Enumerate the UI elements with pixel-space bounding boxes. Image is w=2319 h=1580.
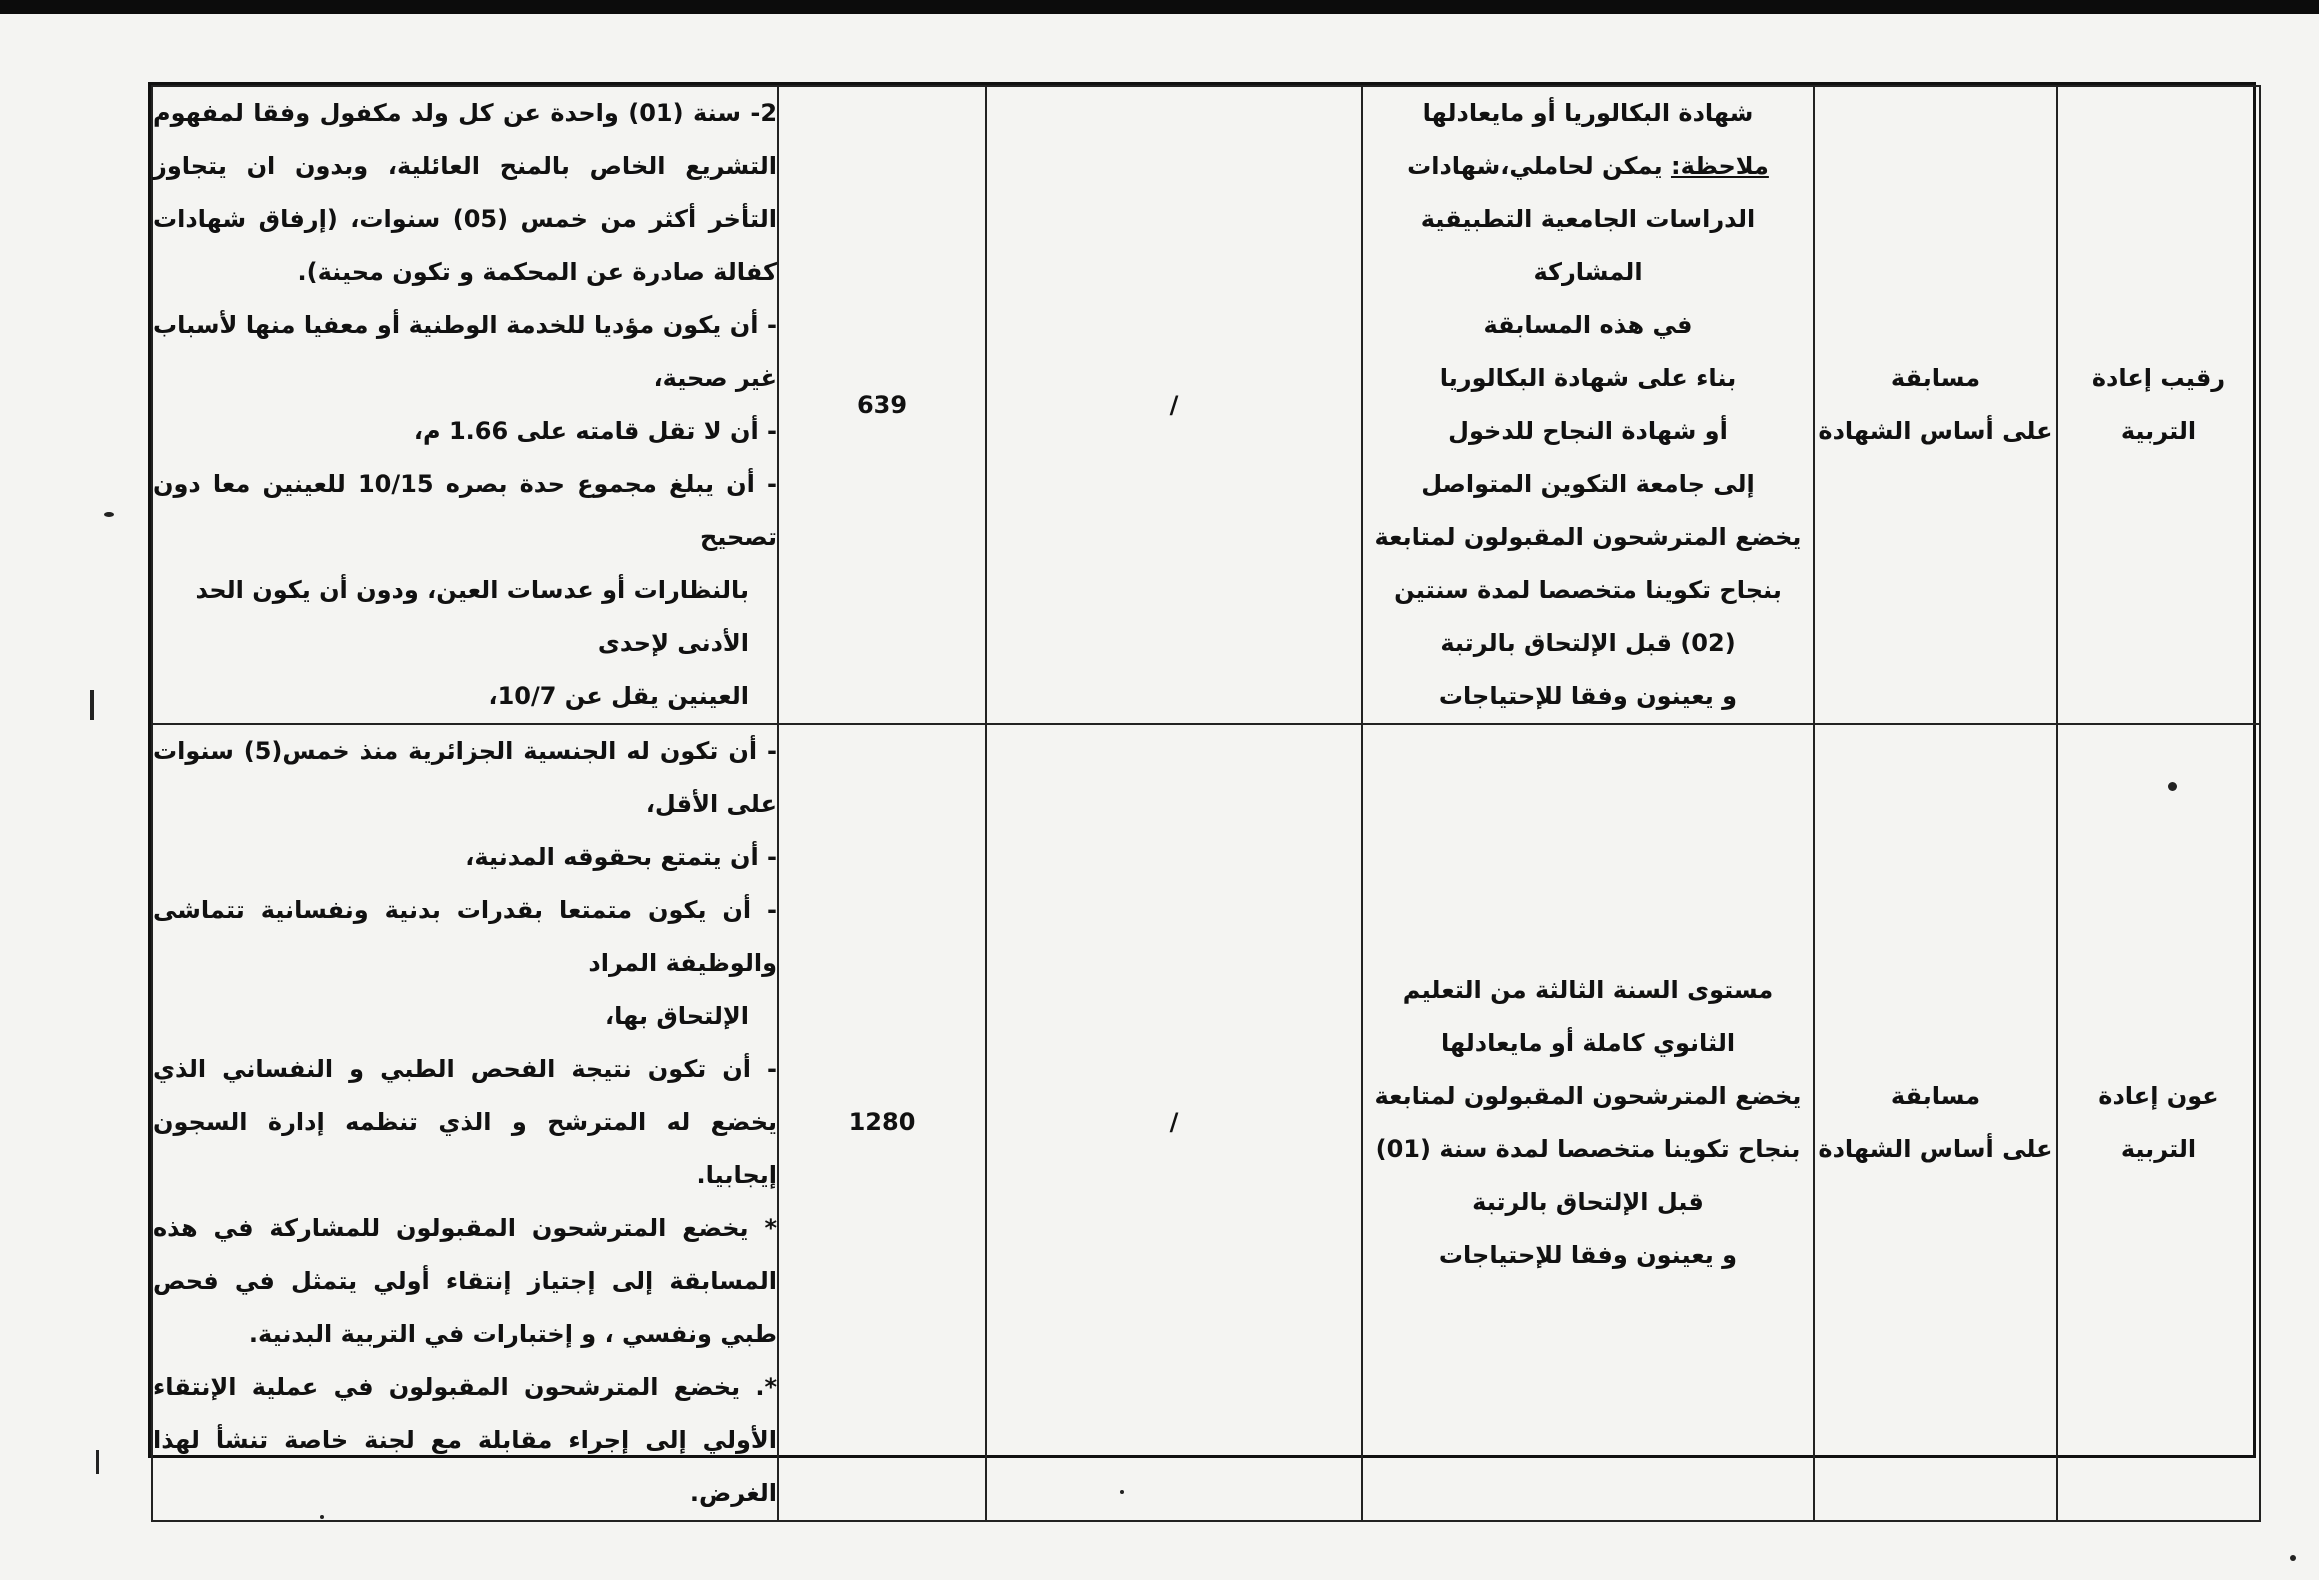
scan-top-edge [0, 0, 2319, 14]
condition-text: - أن يتمتع بحقوقه المدنية، [465, 843, 777, 871]
mode-line: على أساس الشهادة [1818, 1134, 2053, 1163]
condition-text: العينين يقل عن 10/7، [488, 682, 749, 710]
scan-mark [104, 512, 114, 517]
post-title: رقيب إعادة التربية [2091, 364, 2226, 445]
qualification-line: في هذه المسابقة [1483, 311, 1693, 339]
recruitment-table [151, 85, 2261, 1522]
condition-text: - أن لا تقل قامته على 1.66 م، [413, 417, 777, 445]
scan-mark [96, 1450, 99, 1474]
condition-text: - أن يكون متمتعا بقدرات بدنية ونفسانية تتماشى والوظيفة المراد [153, 896, 777, 977]
scan-mark [90, 690, 94, 720]
qualification-cell [1362, 86, 1814, 724]
scan-mark [320, 1515, 324, 1519]
positions-count: 1280 [778, 724, 986, 1521]
post-title-cell [2057, 86, 2260, 724]
condition-text: بالنظارات أو عدسات العين، ودون أن يكون الحد الأدنى لإحدى [195, 576, 749, 657]
qualification-line: أو شهادة النجاح للدخول [1448, 417, 1728, 445]
empty-column-mark: / [986, 86, 1362, 724]
mode-line: على أساس الشهادة [1818, 417, 2053, 445]
qualification-line: بنجاح تكوينا متخصصا لمدة سنتين [1394, 576, 1782, 604]
post-title-cell [2057, 724, 2260, 1521]
recruitment-table-page [148, 82, 2256, 1507]
qualification-line: بنجاح تكوينا متخصصا لمدة سنة (01) [1375, 1134, 1801, 1163]
qualification-line: الثانوي كاملة أو مايعادلها [1440, 1028, 1736, 1057]
scan-mark [1120, 1490, 1124, 1494]
qualification-line: و يعينون وفقا للإحتياجات [1438, 682, 1738, 710]
mode-line: مسابقة [1890, 1081, 1981, 1110]
qualification-line: (02) قبل الإلتحاق بالرتبة [1440, 629, 1736, 657]
conditions-cell [152, 86, 778, 724]
qualification-line: الدراسات الجامعية التطبيقية المشاركة [1420, 205, 1756, 286]
condition-text: - أن تكون نتيجة الفحص الطبي و النفساني الذي يخضع له المترشح و الذي تنظمه إدارة السجون إيجابيا. [153, 1055, 777, 1189]
qualification-line: يخضع المترشحون المقبولون لمتابعة [1374, 1081, 1802, 1110]
qualification-line: إلى جامعة التكوين المتواصل [1421, 470, 1755, 498]
note-text: يمكن لحاملي،شهادات [1407, 152, 1671, 180]
condition-text: - أن يكون مؤديا للخدمة الوطنية أو معفيا منها لأسباب غير صحية، [153, 311, 777, 392]
recruitment-mode-cell [1814, 86, 2057, 724]
condition-text: * يخضع المترشحون المقبولون للمشاركة في هذه المسابقة إلى إجتياز إنتقاء أولي يتمثل في فحص طبي ونفسي ، و إختبارات في التربية البدنية. [153, 1214, 777, 1348]
qualification-line: شهادة البكالوريا أو مايعادلها [1422, 99, 1754, 127]
scan-mark [2290, 1555, 2296, 1561]
qualification-line: بناء على شهادة البكالوريا [1439, 364, 1737, 392]
qualification-line: مستوى السنة الثالثة من التعليم [1402, 975, 1774, 1004]
qualification-cell [1362, 724, 1814, 1521]
table-row-supervisor [152, 86, 2260, 724]
table-row-agent [152, 724, 2260, 1521]
condition-text: - أن يبلغ مجموع حدة بصره 10/15 للعينين معا دون تصحيح [153, 470, 777, 551]
empty-column-mark: / [986, 724, 1362, 1521]
conditions-cell [152, 724, 778, 1521]
qualification-line: يخضع المترشحون المقبولون لمتابعة [1374, 523, 1802, 551]
condition-text: 2- سنة (01) واحدة عن كل ولد مكفول وفقا لمفهوم التشريع الخاص بالمنح العائلية، وبدون ان يتجاوز التأخر أكثر من خمس (05) سنوات، (إرفاق شهادات كفالة صادرة عن المحكمة و تكون محينة). [153, 99, 778, 286]
condition-text: الإلتحاق بها، [604, 1002, 749, 1030]
qualification-line: قبل الإلتحاق بالرتبة [1472, 1187, 1704, 1216]
qualification-note [1363, 140, 1813, 193]
condition-text: - أن تكون له الجنسية الجزائرية منذ خمس(5) سنوات على الأقل، [153, 737, 777, 818]
recruitment-mode-cell [1814, 724, 2057, 1521]
condition-text: *. يخضع المترشحون المقبولون في عملية الإنتقاء الأولي إلى إجراء مقابلة مع لجنة خاصة تنشأ لهذا الغرض. [153, 1373, 777, 1507]
mode-line: مسابقة [1890, 364, 1981, 392]
qualification-line: و يعينون وفقا للإحتياجات [1438, 1240, 1738, 1269]
positions-count: 639 [778, 86, 986, 724]
scan-mark [2168, 782, 2177, 791]
post-title: عون إعادة التربية [2098, 1081, 2219, 1163]
note-label: ملاحظة: [1670, 152, 1769, 180]
